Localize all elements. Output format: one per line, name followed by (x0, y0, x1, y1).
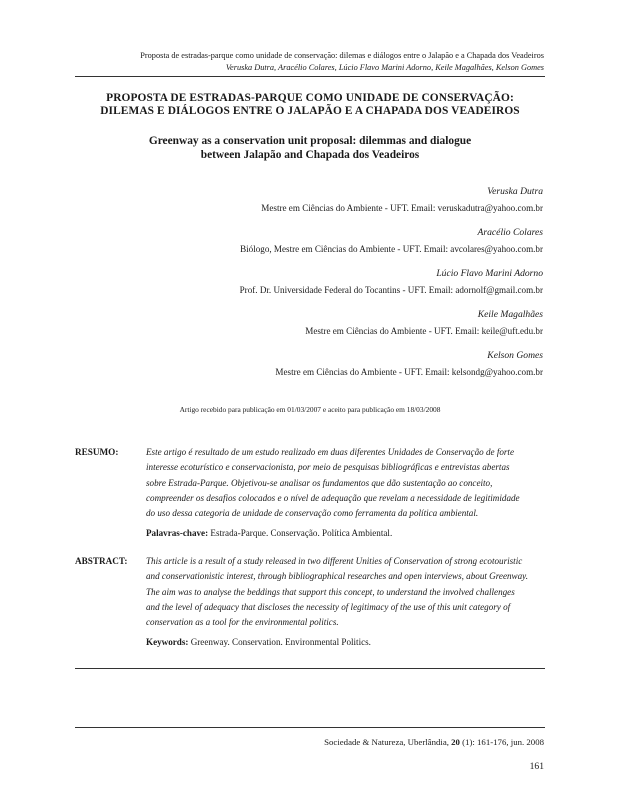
keywords-value: Greenway. Conservation. Environmental Politics. (188, 637, 371, 647)
abstract-label: ABSTRACT: (75, 556, 128, 566)
author-name: Keile Magalhães (477, 309, 543, 320)
header-rule (75, 76, 545, 77)
resumo-line: interesse ecoturístico e conservacionista, por meio de pesquisas bibliográficas e entrevistas abertas (146, 462, 510, 473)
journal-name: Sociedade & Natureza, Uberlândia, (324, 737, 452, 747)
author-affiliation: Biólogo, Mestre em Ciências do Ambiente - UFT. Email: avcolares@yahoo.com.br (240, 244, 543, 254)
journal-issue-pages: (1): 161-176, jun. 2008 (459, 737, 544, 747)
resumo-line: sobre Estrada-Parque. Objetivou-se analisar os fundamentos que dão sustentação ao conceito, (146, 477, 493, 488)
journal-citation (324, 737, 544, 747)
footer-rule (75, 727, 545, 728)
resumo-text (146, 445, 543, 521)
author-affiliation: Prof. Dr. Universidade Federal do Tocantins - UFT. Email: adornolf@gmail.com.br (239, 285, 543, 295)
author-affiliation: Mestre em Ciências do Ambiente - UFT. Email: kelsondg@yahoo.com.br (275, 367, 543, 377)
author-affiliation: Mestre em Ciências do Ambiente - UFT. Email: veruskadutra@yahoo.com.br (261, 203, 543, 213)
section-rule (75, 668, 545, 669)
keywords-label: Palavras-chave: (146, 528, 209, 538)
resumo-line: do uso dessa categoria de unidade de conservação como ferramenta da política ambiental. (146, 508, 479, 519)
author-name: Veruska Dutra (487, 186, 543, 197)
author-name: Aracélio Colares (477, 227, 543, 238)
resumo-line: compreender os desafios colocados e o nível de adequação que revelam a necessidade de legitimidade (146, 492, 520, 503)
author-name: Kelson Gomes (487, 350, 543, 361)
title-pt-line2: DILEMAS E DIÁLOGOS ENTRE O JALAPÃO E A CHAPADA DOS VEADEIROS (100, 105, 520, 117)
keywords-value: Estrada-Parque. Conservação. Política Ambiental. (208, 528, 393, 538)
journal-volume: 20 (451, 737, 460, 747)
abstract-line: conservation as a tool for the environmental politics. (146, 617, 339, 628)
received-note: Artigo recebido para publicação em 01/03/2007 e aceito para publicação em 18/03/2008 (179, 405, 441, 414)
abstract-line: This article is a result of a study released in two different Unities of Conservation of strong ecotouristic (146, 556, 523, 566)
resumo-line: Este artigo é resultado de um estudo realizado em duas diferentes Unidades de Conservação de forte (146, 447, 514, 457)
keywords-label: Keywords: (146, 637, 189, 647)
running-header-authors: Veruska Dutra, Aracélio Colares, Lúcio Flavo Marini Adorno, Keile Magalhães, Kelson Gomes (225, 63, 544, 72)
running-header-title: Proposta de estradas-parque como unidade de conservação: dilemas e diálogos entre o Jalapão e a Chapada dos Veadeiros (140, 51, 544, 60)
resumo-keywords (146, 528, 392, 538)
title-en-line1: Greenway as a conservation unit proposal: dilemmas and dialogue (148, 135, 472, 147)
abstract-line: and conservationistic interest, through bibliographical researches and open interviews, about Greenway. (146, 571, 528, 582)
abstract-keywords (146, 637, 371, 647)
abstract-line: The aim was to analyse the beddings that support this concept, to understand the involved challenges (146, 586, 515, 597)
page-number: 161 (529, 761, 544, 772)
abstract-line: and the level of adequacy that discloses the necessity of legitimacy of the use of this unit category of (146, 601, 511, 612)
author-affiliation: Mestre em Ciências do Ambiente - UFT. Email: keile@uft.edu.br (305, 326, 543, 336)
author-name: Lúcio Flavo Marini Adorno (436, 268, 543, 279)
title-pt-line1: PROPOSTA DE ESTRADAS-PARQUE COMO UNIDADE DE CONSERVAÇÃO: (106, 92, 514, 104)
resumo-label: RESUMO: (75, 447, 119, 457)
title-en-line2: between Jalapão and Chapada dos Veadeiros (200, 149, 420, 161)
abstract-text (146, 554, 543, 630)
